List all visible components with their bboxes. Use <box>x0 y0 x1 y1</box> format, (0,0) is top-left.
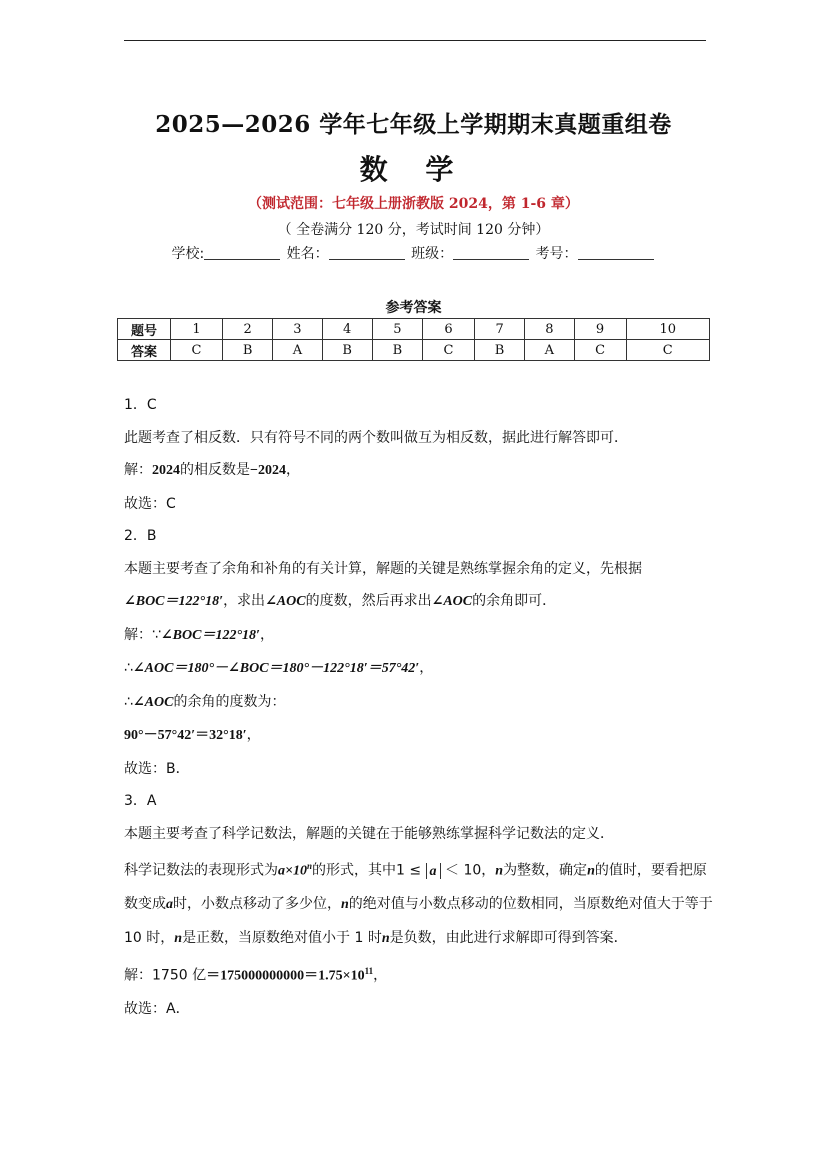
answer-heading: 参考答案 <box>385 300 442 316</box>
q2-comma: ， <box>419 660 434 676</box>
q3-a: a <box>166 897 173 913</box>
q3-abs-a <box>426 863 441 879</box>
answer-cell: C <box>422 340 474 361</box>
school-label: 学校: <box>171 246 205 262</box>
exam-number-label: 考号： <box>535 246 578 262</box>
q3-sol-eq: ＝175000000000＝1.75×10 <box>206 968 365 984</box>
exam-title: 2025—2026 学年七年级上学期期末真题重组卷 <box>155 111 672 138</box>
test-scope: （测试范围：七年级上册浙教版 2024，第 1-6 章） <box>248 196 579 212</box>
q2-explanation-line2 <box>124 585 714 619</box>
number-cell: 10 <box>626 319 709 340</box>
class-blank[interactable] <box>453 245 529 260</box>
q3-t4: 为整数，确定 <box>503 862 588 879</box>
q1-choice: 故选：C <box>124 495 176 512</box>
q2-label: 2．B <box>124 528 157 544</box>
exam-number-blank[interactable] <box>578 245 654 260</box>
q3-t3: ， <box>481 862 496 879</box>
answer-cell: C <box>626 340 709 361</box>
q2-angle-aoc: ∠AOC <box>132 694 174 710</box>
answer-cell: A <box>273 340 322 361</box>
number-cell: 6 <box>422 319 474 340</box>
q2-solution-comp <box>124 686 714 720</box>
school-blank[interactable] <box>204 245 280 260</box>
question-number-row <box>118 319 710 340</box>
q3-label: 3．A <box>124 793 157 809</box>
q3-sol-prefix: 解：1750 亿 <box>124 967 207 984</box>
row-label: 答案 <box>118 340 171 361</box>
q2-calc-eq: ∠AOC＝180°－∠BOC＝180°－122°18′＝57°42′ <box>132 661 420 676</box>
q2-sol-prefix: 解：∵ <box>124 626 161 643</box>
name-label: 姓名： <box>286 246 329 262</box>
q3-sol-end: ， <box>373 967 388 984</box>
q2-angle-aoc: ∠AOC <box>431 594 473 609</box>
q1-explanation: 此题考查了相反数．只有符号不同的两个数叫做互为相反数，据此进行解答即可． <box>124 429 628 446</box>
q3-choice: 故选：A． <box>124 1001 190 1018</box>
q2-given-eq: ∠BOC＝122°18′ <box>124 594 224 609</box>
q3-form-exp: n <box>306 861 312 871</box>
q2-given-eq: ∠BOC＝122°18′ <box>160 627 260 643</box>
q3-n: n <box>587 863 595 879</box>
full-mark-info: （ 全卷满分 120 分，考试时间 120 分钟） <box>277 222 550 238</box>
answer-row <box>118 340 710 361</box>
q3-explanation: 本题主要考查了科学记数法，解题的关键在于能够熟练掌握科学记数法的定义． <box>124 825 614 842</box>
class-label: 班级： <box>411 246 454 262</box>
q1-sol-val: −2024 <box>250 463 286 478</box>
q2-result-eq: 90°－57°42′＝32°18′ <box>124 728 247 743</box>
q3-sol-exp: 11 <box>364 966 374 977</box>
answer-cell: A <box>525 340 574 361</box>
q2-solution-calc <box>124 652 714 686</box>
q2-text-find: ，求出 <box>223 593 266 609</box>
answer-cell: C <box>171 340 223 361</box>
q3-rule <box>124 850 714 955</box>
number-cell: 1 <box>171 319 223 340</box>
q2-text-comp: 的余角即可． <box>472 593 557 609</box>
answer-cell: B <box>474 340 524 361</box>
q2-explanation-line1: 本题主要考查了余角和补角的有关计算，解题的关键是熟练掌握余角的定义，先根据 <box>124 560 642 577</box>
number-cell: 8 <box>525 319 574 340</box>
q3-t8: 是正数，当原数绝对值小于 1 时 <box>182 929 382 946</box>
name-blank[interactable] <box>329 245 405 260</box>
answer-cell: B <box>322 340 372 361</box>
q3-t6: 时，小数点移动了多少位， <box>173 896 341 913</box>
q3-abs-a-var: a <box>429 863 437 879</box>
q1-sol-mid: 的相反数是 <box>180 462 250 478</box>
number-cell: 4 <box>322 319 372 340</box>
number-cell: 9 <box>574 319 626 340</box>
q2-comma: ， <box>259 626 274 643</box>
answer-table <box>117 318 710 361</box>
q3-form: a×10 <box>278 863 307 879</box>
q3-t1: 科学记数法的表现形式为 <box>124 862 278 879</box>
q3-t5: 的值时，要看把原数变成 <box>124 862 707 913</box>
q3-n: n <box>381 930 390 946</box>
solutions <box>124 389 714 1026</box>
q2-solution-result <box>124 719 714 753</box>
q1-sol-num: 2024 <box>152 463 180 478</box>
q1-sol-prefix: 解： <box>124 462 152 478</box>
q3-n: n <box>341 897 349 913</box>
q3-n: n <box>174 930 183 946</box>
q2-choice: 故选：B． <box>124 760 190 777</box>
q3-solution <box>124 955 714 993</box>
q2-comma: ， <box>246 727 261 743</box>
q3-t2: 的形式，其中 <box>312 862 396 879</box>
row-label: 题号 <box>118 319 171 340</box>
q1-label: 1．C <box>124 397 157 413</box>
answer-cell: B <box>372 340 422 361</box>
answer-cell: B <box>223 340 273 361</box>
number-cell: 7 <box>474 319 524 340</box>
number-cell: 3 <box>273 319 322 340</box>
therefore-symbol: ∴ <box>124 660 133 676</box>
q2-text-comp-deg: 的余角的度数为： <box>173 693 286 710</box>
q2-text-deg: 的度数，然后再求出 <box>305 593 432 609</box>
q1-solution <box>124 454 714 488</box>
q3-n: n <box>495 863 504 879</box>
student-info-fields <box>0 243 827 263</box>
number-cell: 5 <box>372 319 422 340</box>
q2-angle-aoc: ∠AOC <box>265 594 306 609</box>
q3-range-lo: 1 ≤ <box>396 862 422 879</box>
q3-t7: 的绝对值与小数点移动的位数相同，当原数绝对值大于等于 10 时， <box>124 896 713 946</box>
q3-range-hi: ＜ 10 <box>445 862 482 879</box>
number-cell: 2 <box>223 319 273 340</box>
q1-sol-end: ， <box>285 462 300 478</box>
header-rule <box>124 40 706 41</box>
therefore-symbol: ∴ <box>124 693 133 710</box>
subject-title: 数 学 <box>359 153 468 186</box>
answer-cell: C <box>574 340 626 361</box>
q3-t9: 是负数，由此进行求解即可得到答案． <box>389 929 628 946</box>
q2-solution-given <box>124 619 714 653</box>
